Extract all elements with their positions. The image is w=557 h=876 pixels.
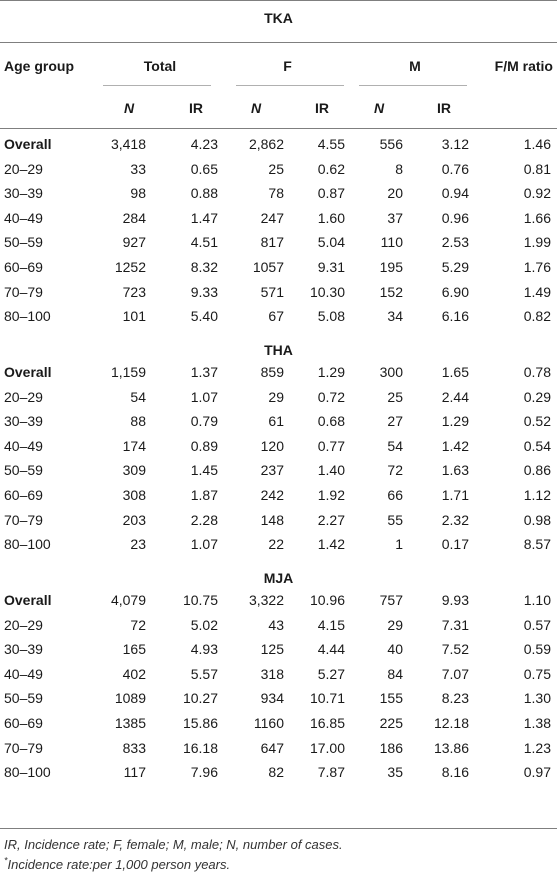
- cell-fm-ratio: 1.30: [523, 690, 551, 706]
- row-age-group: 50–59: [4, 690, 43, 706]
- cell-fm-ratio: 0.82: [523, 308, 551, 324]
- cell-female-n: 247: [260, 210, 284, 226]
- cell-male-ir: 8.16: [441, 764, 469, 780]
- cell-fm-ratio: 0.78: [523, 364, 551, 380]
- cell-total-ir: 0.79: [190, 413, 218, 429]
- cell-total-ir: 10.75: [182, 592, 218, 608]
- cell-male-ir: 8.23: [441, 690, 469, 706]
- cell-male-n: 35: [387, 764, 403, 780]
- cell-total-n: 927: [122, 234, 146, 250]
- cell-female-ir: 1.42: [317, 536, 345, 552]
- cell-total-ir: 1.07: [190, 536, 218, 552]
- cell-total-n: 284: [122, 210, 146, 226]
- cell-male-n: 20: [387, 185, 403, 201]
- cell-male-n: 300: [379, 364, 403, 380]
- cell-female-n: 3,322: [248, 592, 284, 608]
- cell-fm-ratio: 0.57: [523, 617, 551, 633]
- cell-total-n: 174: [122, 438, 146, 454]
- sub-male-n: N: [373, 100, 385, 116]
- header-male: M: [409, 58, 421, 74]
- cell-total-n: 3,418: [110, 136, 146, 152]
- cell-total-ir: 2.28: [190, 512, 218, 528]
- cell-total-ir: 15.86: [182, 715, 218, 731]
- section-title: TKA: [264, 10, 293, 26]
- cell-total-ir: 5.02: [190, 617, 218, 633]
- row-age-group: 60–69: [4, 259, 43, 275]
- cell-female-ir: 1.60: [317, 210, 345, 226]
- cell-total-n: 117: [123, 764, 146, 780]
- row-age-group: 50–59: [4, 462, 43, 478]
- female-rule: [236, 85, 344, 86]
- cell-male-ir: 5.29: [441, 259, 469, 275]
- cell-female-n: 78: [268, 185, 284, 201]
- cell-female-ir: 1.40: [317, 462, 345, 478]
- row-age-group: 60–69: [4, 487, 43, 503]
- cell-female-n: 120: [260, 438, 284, 454]
- cell-male-ir: 2.32: [441, 512, 469, 528]
- sub-female-ir: IR: [315, 100, 329, 116]
- cell-female-n: 817: [260, 234, 284, 250]
- cell-male-ir: 6.90: [441, 284, 469, 300]
- cell-total-ir: 7.96: [190, 764, 218, 780]
- cell-male-n: 72: [387, 462, 403, 478]
- cell-female-ir: 10.30: [309, 284, 345, 300]
- cell-male-n: 40: [387, 641, 403, 657]
- header-total: Total: [143, 58, 177, 74]
- sub-male-ir: IR: [437, 100, 451, 116]
- cell-fm-ratio: 0.29: [523, 389, 551, 405]
- cell-male-ir: 2.53: [441, 234, 469, 250]
- cell-fm-ratio: 0.52: [523, 413, 551, 429]
- cell-male-ir: 1.29: [441, 413, 469, 429]
- cell-female-n: 25: [268, 161, 284, 177]
- cell-fm-ratio: 1.46: [523, 136, 551, 152]
- cell-total-ir: 4.23: [190, 136, 218, 152]
- footnote-incidence-text: Incidence rate:per 1,000 person years.: [7, 857, 231, 872]
- cell-total-ir: 1.47: [190, 210, 218, 226]
- section-title: MJA: [263, 570, 294, 586]
- row-age-group: 20–29: [4, 161, 43, 177]
- row-age-group: 80–100: [4, 308, 51, 324]
- cell-male-n: 757: [379, 592, 403, 608]
- cell-total-n: 88: [130, 413, 146, 429]
- cell-female-ir: 10.71: [309, 690, 345, 706]
- cell-total-n: 402: [122, 666, 146, 682]
- cell-female-ir: 0.68: [317, 413, 345, 429]
- cell-male-n: 27: [387, 413, 403, 429]
- cell-male-n: 25: [387, 389, 403, 405]
- cell-total-n: 1385: [114, 715, 146, 731]
- cell-total-n: 54: [130, 389, 146, 405]
- row-age-group: Overall: [4, 592, 52, 608]
- cell-female-n: 125: [260, 641, 284, 657]
- cell-female-n: 237: [260, 462, 284, 478]
- cell-male-ir: 2.44: [441, 389, 469, 405]
- cell-female-ir: 7.87: [317, 764, 345, 780]
- table-top-border: [0, 0, 557, 1]
- cell-male-ir: 1.65: [441, 364, 469, 380]
- cell-female-n: 1160: [253, 715, 284, 731]
- cell-total-ir: 16.18: [182, 740, 218, 756]
- cell-female-n: 148: [260, 512, 284, 528]
- cell-total-ir: 5.57: [190, 666, 218, 682]
- sub-female-n: N: [250, 100, 262, 116]
- cell-female-ir: 16.85: [309, 715, 345, 731]
- cell-female-n: 43: [268, 617, 284, 633]
- cell-fm-ratio: 1.23: [523, 740, 551, 756]
- row-age-group: 70–79: [4, 284, 43, 300]
- cell-male-ir: 7.31: [441, 617, 469, 633]
- cell-female-n: 647: [260, 740, 284, 756]
- cell-female-n: 1057: [252, 259, 284, 275]
- cell-total-ir: 1.45: [190, 462, 218, 478]
- row-age-group: 40–49: [4, 666, 43, 682]
- cell-male-ir: 1.71: [441, 487, 469, 503]
- cell-male-n: 34: [387, 308, 403, 324]
- cell-female-n: 242: [260, 487, 284, 503]
- cell-fm-ratio: 8.57: [523, 536, 551, 552]
- cell-fm-ratio: 1.12: [523, 487, 551, 503]
- cell-male-n: 556: [379, 136, 403, 152]
- cell-total-ir: 0.89: [190, 438, 218, 454]
- cell-male-ir: 1.42: [441, 438, 469, 454]
- cell-female-ir: 0.87: [317, 185, 345, 201]
- cell-female-ir: 2.27: [317, 512, 345, 528]
- cell-male-ir: 7.52: [441, 641, 469, 657]
- row-age-group: 30–39: [4, 641, 43, 657]
- row-age-group: 80–100: [4, 764, 51, 780]
- cell-male-ir: 0.96: [441, 210, 469, 226]
- male-rule: [359, 85, 467, 86]
- cell-fm-ratio: 0.97: [523, 764, 551, 780]
- cell-total-n: 23: [130, 536, 146, 552]
- cell-total-n: 308: [122, 487, 146, 503]
- cell-female-ir: 0.62: [317, 161, 345, 177]
- cell-male-ir: 0.94: [441, 185, 469, 201]
- cell-male-n: 186: [379, 740, 403, 756]
- cell-fm-ratio: 1.49: [523, 284, 551, 300]
- cell-total-n: 833: [122, 740, 146, 756]
- row-age-group: Overall: [4, 364, 52, 380]
- cell-female-ir: 1.29: [317, 364, 345, 380]
- footnote-abbreviations: IR, Incidence rate; F, female; M, male; N, number of cases.: [4, 837, 343, 852]
- cell-male-n: 1: [395, 536, 403, 552]
- row-age-group: 80–100: [4, 536, 51, 552]
- row-age-group: 40–49: [4, 210, 43, 226]
- cell-female-ir: 1.92: [317, 487, 345, 503]
- cell-male-n: 84: [387, 666, 403, 682]
- cell-fm-ratio: 1.38: [523, 715, 551, 731]
- cell-female-n: 318: [260, 666, 284, 682]
- cell-fm-ratio: 0.92: [523, 185, 551, 201]
- cell-total-n: 1,159: [110, 364, 146, 380]
- cell-female-n: 2,862: [248, 136, 284, 152]
- cell-male-n: 155: [379, 690, 403, 706]
- cell-female-n: 67: [268, 308, 284, 324]
- cell-total-n: 101: [122, 308, 146, 324]
- cell-female-n: 934: [260, 690, 284, 706]
- cell-female-ir: 0.72: [317, 389, 345, 405]
- cell-total-ir: 1.37: [190, 364, 218, 380]
- cell-total-ir: 9.33: [190, 284, 218, 300]
- cell-fm-ratio: 1.66: [523, 210, 551, 226]
- cell-total-ir: 4.93: [190, 641, 218, 657]
- cell-female-ir: 5.27: [317, 666, 345, 682]
- cell-male-n: 54: [387, 438, 403, 454]
- cell-female-ir: 5.04: [317, 234, 345, 250]
- row-age-group: Overall: [4, 136, 52, 152]
- cell-total-n: 203: [122, 512, 146, 528]
- cell-fm-ratio: 0.86: [523, 462, 551, 478]
- cell-female-n: 22: [268, 536, 284, 552]
- cell-male-n: 195: [379, 259, 403, 275]
- cell-male-ir: 9.93: [441, 592, 469, 608]
- cell-total-n: 309: [122, 462, 146, 478]
- cell-fm-ratio: 0.59: [523, 641, 551, 657]
- cell-male-n: 29: [387, 617, 403, 633]
- cell-fm-ratio: 1.76: [523, 259, 551, 275]
- row-age-group: 30–39: [4, 413, 43, 429]
- cell-female-ir: 4.15: [317, 617, 345, 633]
- row-age-group: 70–79: [4, 512, 43, 528]
- cell-female-n: 859: [260, 364, 284, 380]
- row-age-group: 60–69: [4, 715, 43, 731]
- cell-fm-ratio: 0.54: [523, 438, 551, 454]
- header-age-group: Age group: [4, 58, 74, 74]
- cell-male-ir: 0.17: [441, 536, 469, 552]
- cell-female-ir: 5.08: [317, 308, 345, 324]
- cell-fm-ratio: 1.99: [523, 234, 551, 250]
- cell-total-ir: 1.07: [190, 389, 218, 405]
- cell-total-ir: 5.40: [190, 308, 218, 324]
- cell-female-ir: 0.77: [317, 438, 345, 454]
- cell-total-n: 723: [122, 284, 146, 300]
- cell-female-n: 61: [268, 413, 284, 429]
- cell-male-n: 225: [379, 715, 403, 731]
- cell-male-ir: 13.86: [433, 740, 469, 756]
- row-age-group: 70–79: [4, 740, 43, 756]
- cell-total-n: 33: [130, 161, 146, 177]
- row-age-group: 30–39: [4, 185, 43, 201]
- row-age-group: 40–49: [4, 438, 43, 454]
- cell-fm-ratio: 0.75: [523, 666, 551, 682]
- cell-female-ir: 4.44: [317, 641, 345, 657]
- cell-total-ir: 4.51: [190, 234, 218, 250]
- header-ratio: F/M ratio: [494, 58, 553, 74]
- cell-total-ir: 10.27: [182, 690, 218, 706]
- cell-male-n: 8: [395, 161, 403, 177]
- cell-total-n: 72: [130, 617, 146, 633]
- footnote-incidence: [4, 856, 230, 873]
- cell-male-ir: 1.63: [441, 462, 469, 478]
- title-divider: [0, 42, 557, 43]
- total-rule: [103, 85, 211, 86]
- cell-total-ir: 0.65: [190, 161, 218, 177]
- cell-male-n: 66: [387, 487, 403, 503]
- cell-female-ir: 4.55: [317, 136, 345, 152]
- cell-fm-ratio: 0.98: [523, 512, 551, 528]
- cell-total-n: 1252: [114, 259, 146, 275]
- table-bottom-border: [0, 828, 557, 829]
- footnote-marker: *: [4, 855, 8, 866]
- sub-total-n: N: [123, 100, 135, 116]
- sub-total-ir: IR: [189, 100, 203, 116]
- cell-male-n: 37: [387, 210, 403, 226]
- cell-male-ir: 7.07: [441, 666, 469, 682]
- cell-male-n: 110: [380, 234, 403, 250]
- cell-total-n: 4,079: [110, 592, 146, 608]
- row-age-group: 20–29: [4, 617, 43, 633]
- cell-male-ir: 6.16: [441, 308, 469, 324]
- cell-total-n: 165: [122, 641, 146, 657]
- cell-female-n: 571: [260, 284, 284, 300]
- cell-male-n: 55: [387, 512, 403, 528]
- cell-total-ir: 1.87: [190, 487, 218, 503]
- cell-male-ir: 12.18: [433, 715, 469, 731]
- cell-female-n: 82: [268, 764, 284, 780]
- cell-female-ir: 9.31: [317, 259, 345, 275]
- cell-male-n: 152: [379, 284, 403, 300]
- cell-total-n: 98: [130, 185, 146, 201]
- cell-female-ir: 10.96: [309, 592, 345, 608]
- cell-total-ir: 0.88: [190, 185, 218, 201]
- cell-male-ir: 3.12: [441, 136, 469, 152]
- header-bottom-border: [0, 128, 557, 129]
- cell-fm-ratio: 0.81: [523, 161, 551, 177]
- header-female: F: [283, 58, 292, 74]
- cell-female-ir: 17.00: [309, 740, 345, 756]
- cell-total-n: 1089: [114, 690, 146, 706]
- cell-total-ir: 8.32: [190, 259, 218, 275]
- row-age-group: 50–59: [4, 234, 43, 250]
- section-title: THA: [264, 342, 293, 358]
- cell-female-n: 29: [268, 389, 284, 405]
- cell-male-ir: 0.76: [441, 161, 469, 177]
- row-age-group: 20–29: [4, 389, 43, 405]
- cell-fm-ratio: 1.10: [523, 592, 551, 608]
